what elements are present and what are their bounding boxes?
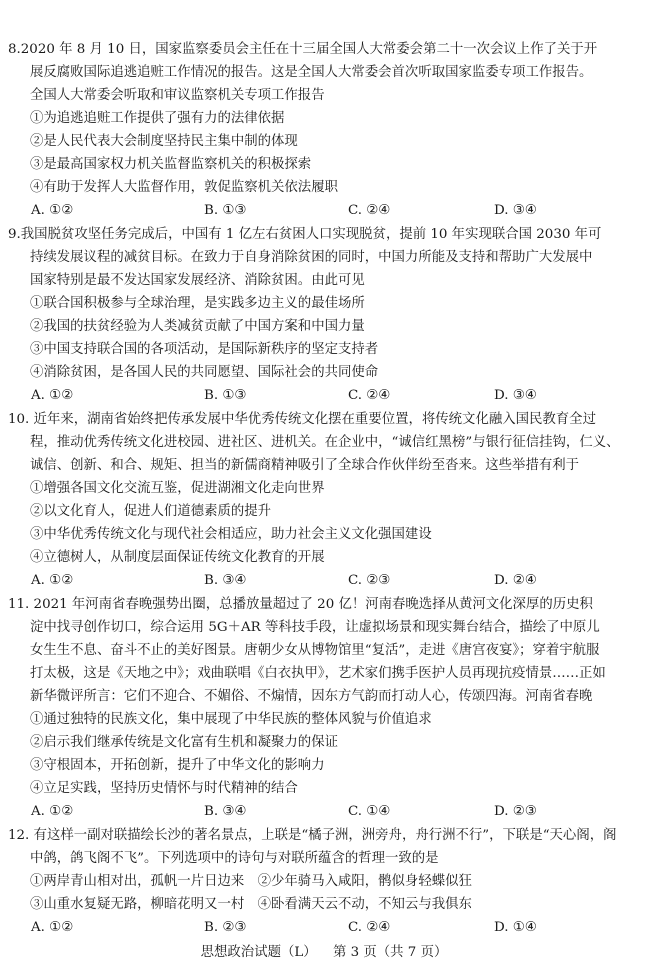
- statement-4: ④立足实践，坚持历史情怀与时代精神的结合: [30, 781, 298, 796]
- question-stem-line: 12. 有这样一副对联描绘长沙的著名景点，上联是“橘子洲，洲旁舟，舟行洲不行”，下联是“天心阁，阁: [8, 828, 617, 843]
- question-stem-line: 展反腐败国际追逃追赃工作情况的报告。这是全国人大常委会首次听取国家监委专项工作报告。: [30, 65, 593, 80]
- option-b: B. ③④: [204, 573, 247, 588]
- option-a: A. ①②: [31, 804, 74, 819]
- option-a: A. ①②: [31, 920, 74, 935]
- option-d: D. ②④: [494, 573, 537, 588]
- option-b: B. ①③: [204, 388, 247, 403]
- statement-4: ④立德树人，从制度层面保证传统文化教育的开展: [30, 550, 325, 565]
- statement-row-1: ①两岸青山相对出，孤帆一片日边来 ②少年骑马入咸阳，鹘似身轻蝶似狂: [30, 874, 472, 889]
- statement-3: ③中国支持联合国的各项活动，是国际新秩序的坚定支持者: [30, 342, 379, 357]
- option-b: B. ③④: [204, 804, 247, 819]
- statement-2: ②启示我们继承传统是文化富有生机和凝聚力的保证: [30, 735, 338, 750]
- option-c: C. ①④: [348, 804, 391, 819]
- option-c: C. ②③: [348, 573, 391, 588]
- option-c: C. ②④: [348, 920, 391, 935]
- question-stem-line: 持续发展议程的减贫目标。在致力于自身消除贫困的同时，中国力所能及支持和帮助广大发展中: [30, 250, 593, 265]
- question-stem-line: 诚信、创新、和合、规矩、担当的新儒商精神吸引了全球合作伙伴纷至沓来。这些举措有利于: [30, 458, 580, 473]
- statement-3: ③是最高国家权力机关监督监察机关的积极探索: [30, 157, 312, 172]
- statement-3: ③中华优秀传统文化与现代社会相适应，助力社会主义文化强国建设: [30, 527, 432, 542]
- question-stem-line: 中鸽，鸽飞阁不飞”。下列选项中的诗句与对联所蕴含的哲理一致的是: [30, 851, 439, 866]
- option-c: C. ②④: [348, 388, 391, 403]
- question-stem-line: 淀中找寻创作切口，综合运用 5G＋AR 等科技手段，让虚拟场景和现实舞台结合，描绘了中原儿: [30, 620, 600, 635]
- page-footer: [0, 943, 648, 963]
- option-b: B. ②③: [204, 920, 247, 935]
- statement-row-2: ③山重水复疑无路，柳暗花明又一村 ④卧看满天云不动，不知云与我俱东: [30, 897, 472, 912]
- statement-2: ②以文化育人，促进人们道德素质的提升: [30, 504, 272, 519]
- statement-3: ③守根固本，开拓创新，提升了中华文化的影响力: [30, 758, 325, 773]
- question-stem-line: 女生生不息、奋斗不止的美好图景。唐朝少女从博物馆里“复活”，走进《唐宫夜宴》；穿着宇航服: [30, 643, 600, 658]
- option-d: D. ①④: [494, 920, 537, 935]
- option-d: D. ③④: [494, 203, 537, 218]
- statement-1: ①通过独特的民族文化，集中展现了中华民族的整体风貌与价值追求: [30, 712, 432, 727]
- statement-4: ④有助于发挥人大监督作用，敦促监察机关依法履职: [30, 180, 338, 195]
- statement-1: ①增强各国文化交流互鉴，促进湖湘文化走向世界: [30, 481, 325, 496]
- option-d: D. ②③: [494, 804, 537, 819]
- option-d: D. ③④: [494, 388, 537, 403]
- option-a: A. ①②: [31, 573, 74, 588]
- question-stem-line: 9.我国脱贫攻坚任务完成后，中国有 1 亿左右贫困人口实现脱贫，提前 10 年实现联合国 2030 年可: [8, 227, 602, 242]
- footer-page-number: 第 3 页（共 7 页）: [332, 945, 448, 960]
- option-b: B. ①③: [204, 203, 247, 218]
- question-stem-line: 全国人大常委会听取和审议监察机关专项工作报告: [30, 88, 325, 103]
- question-stem-line: 国家特别是最不发达国家发展经济、消除贫困。由此可见: [30, 273, 365, 288]
- question-stem-line: 11. 2021 年河南省春晚强势出圈，总播放量超过了 20 亿！河南春晚选择从黄河文化深厚的历史积: [8, 597, 593, 612]
- statement-2: ②是人民代表大会制度坚持民主集中制的体现: [30, 134, 298, 149]
- question-stem-line: 10. 近年来，湖南省始终把传承发展中华优秀传统文化摆在重要位置，将传统文化融入国民教育全过: [8, 412, 596, 427]
- statement-1: ①联合国积极参与全球治理，是实践多边主义的最佳场所: [30, 296, 365, 311]
- question-stem-line: 8.2020 年 8 月 10 日，国家监察委员会主任在十三届全国人大常委会第二十一次会议上作了关于开: [8, 42, 598, 57]
- option-a: A. ①②: [31, 388, 74, 403]
- statement-1: ①为追逃追赃工作提供了强有力的法律依据: [30, 111, 285, 126]
- option-a: A. ①②: [31, 203, 74, 218]
- question-stem-line: 程，推动优秀传统文化进校园、进社区、进机关。在企业中，“诚信红黑榜”与银行征信挂钩，仁义、: [30, 435, 620, 450]
- question-stem-line: 打太极，这是《天地之中》；戏曲联唱《白衣执甲》，艺术家们携手医护人员再现抗疫情景……正如: [30, 666, 606, 681]
- statement-2: ②我国的扶贫经验为人类减贫贡献了中国方案和中国力量: [30, 319, 365, 334]
- statement-4: ④消除贫困，是各国人民的共同愿望、国际社会的共同使命: [30, 365, 379, 380]
- question-stem-line: 新华微评所言：它们不迎合、不媚俗、不煽情，因东方气韵而打动人心，传颂四海。河南省春晚: [30, 689, 593, 704]
- footer-subject: 思想政治试题（L）: [200, 945, 317, 960]
- option-c: C. ②④: [348, 203, 391, 218]
